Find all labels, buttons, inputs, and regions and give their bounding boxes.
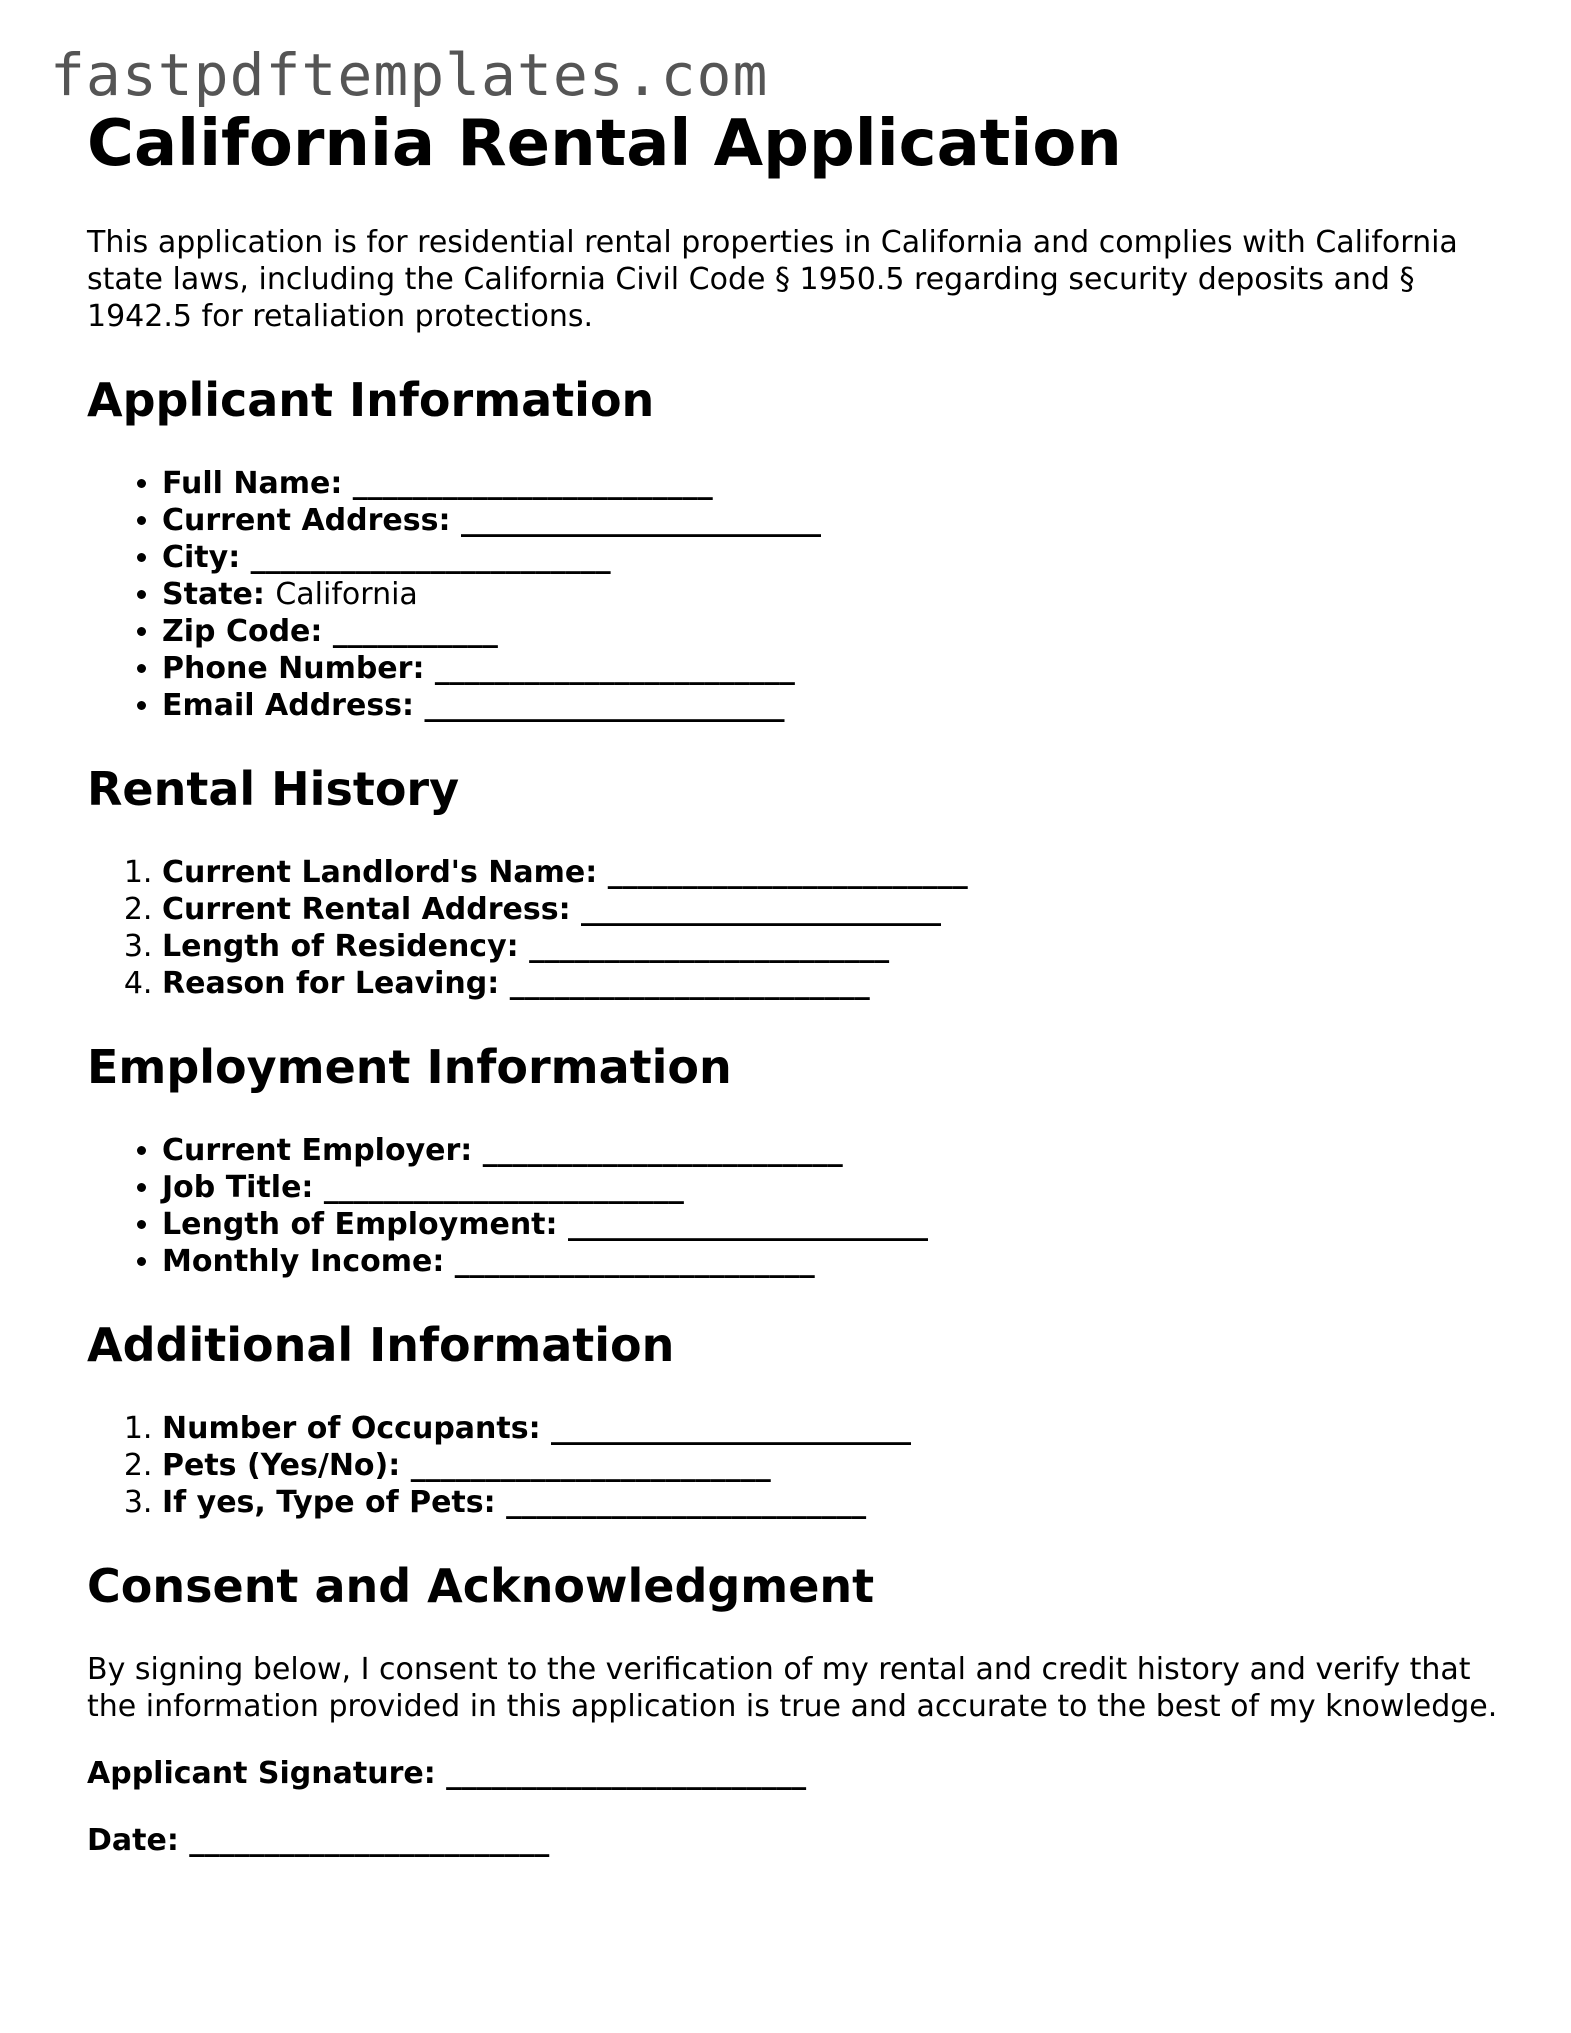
field-label: Current Employer: (162, 1133, 473, 1168)
field-current-address[interactable] (162, 502, 1507, 539)
field-email-address[interactable] (162, 687, 1507, 724)
field-label: Pets (Yes/No): (162, 1448, 401, 1483)
employment-list (87, 1132, 1507, 1280)
heading-applicant-information: Applicant Information (87, 373, 655, 427)
field-label: Number of Occupants: (162, 1411, 541, 1446)
field-label: City: (162, 540, 241, 575)
field-label: Full Name: (162, 466, 343, 501)
field-label: Current Address: (162, 503, 451, 538)
blank-line: ________________________ (434, 651, 795, 686)
field-zip-code[interactable] (162, 613, 1507, 650)
field-label: Phone Number: (162, 651, 425, 686)
blank-line: ________________________ (424, 688, 785, 723)
blank-line: ________________________ (567, 1207, 928, 1242)
intro-paragraph: This application is for residential rental properties in California and complies with California state laws, including the California Civil Code § 1950.5 regarding security deposits and § 1942.5 for retaliation protections. (87, 225, 1458, 334)
page-title: California Rental Application (87, 107, 1122, 181)
blank-line: ________________________ (250, 540, 611, 575)
field-phone-number[interactable] (162, 650, 1507, 687)
blank-line: ________________________ (446, 1756, 807, 1791)
field-job-title[interactable] (162, 1169, 1507, 1206)
blank-line: ________________________ (352, 466, 713, 501)
field-state (162, 576, 1507, 613)
field-label: Length of Residency: (162, 929, 519, 964)
field-label: Zip Code: (162, 614, 323, 649)
applicant-fields-list (87, 465, 1507, 724)
blank-line: ________________________ (460, 503, 821, 538)
heading-rental-history: Rental History (87, 762, 460, 816)
field-reason-for-leaving[interactable] (162, 965, 1507, 1002)
field-label: Length of Employment: (162, 1207, 558, 1242)
signature-line[interactable] (87, 1755, 1507, 1792)
blank-line: ________________________ (323, 1170, 684, 1205)
field-label: If yes, Type of Pets: (162, 1485, 496, 1520)
field-current-landlord-name[interactable] (162, 854, 1507, 891)
field-number-of-occupants[interactable] (162, 1410, 1507, 1447)
document-page (87, 107, 1507, 1859)
field-current-rental-address[interactable] (162, 891, 1507, 928)
rental-history-list (87, 854, 1507, 1002)
field-label: Reason for Leaving: (162, 966, 500, 1001)
additional-list (87, 1410, 1507, 1521)
field-label: Job Title: (162, 1170, 314, 1205)
blank-line: ________________________ (410, 1448, 771, 1483)
watermark: fastpdftemplates.com (50, 41, 769, 109)
blank-line: ________________________ (607, 855, 968, 890)
blank-line: ________________________ (509, 966, 870, 1001)
heading-employment-information: Employment Information (87, 1040, 732, 1094)
field-label: Current Landlord's Name: (162, 855, 598, 890)
field-label: State: (162, 577, 265, 612)
field-pets[interactable] (162, 1447, 1507, 1484)
signature-label: Applicant Signature: (87, 1756, 436, 1791)
blank-line: ________________________ (454, 1244, 815, 1279)
blank-line: ________________________ (551, 1411, 912, 1446)
consent-paragraph: By signing below, I consent to the verification of my rental and credit history and verify that the information provided in this application is true and accurate to the best of my knowledge. (87, 1652, 1498, 1724)
field-current-employer[interactable] (162, 1132, 1507, 1169)
heading-additional-information: Additional Information (87, 1318, 675, 1372)
heading-consent: Consent and Acknowledgment (87, 1559, 875, 1613)
date-label: Date: (87, 1823, 179, 1858)
blank-line: ________________________ (529, 929, 890, 964)
field-type-of-pets[interactable] (162, 1484, 1507, 1521)
field-label: Current Rental Address: (162, 892, 571, 927)
blank-line: ________________________ (506, 1485, 867, 1520)
blank-line: ________________________ (581, 892, 942, 927)
field-label: Monthly Income: (162, 1244, 445, 1279)
field-city[interactable] (162, 539, 1507, 576)
field-length-of-employment[interactable] (162, 1206, 1507, 1243)
field-length-of-residency[interactable] (162, 928, 1507, 965)
blank-line: ___________ (332, 614, 498, 649)
field-monthly-income[interactable] (162, 1243, 1507, 1280)
blank-line: ________________________ (189, 1823, 550, 1858)
state-value: California (275, 577, 418, 612)
field-full-name[interactable] (162, 465, 1507, 502)
field-label: Email Address: (162, 688, 415, 723)
date-line[interactable] (87, 1822, 1507, 1859)
blank-line: ________________________ (482, 1133, 843, 1168)
